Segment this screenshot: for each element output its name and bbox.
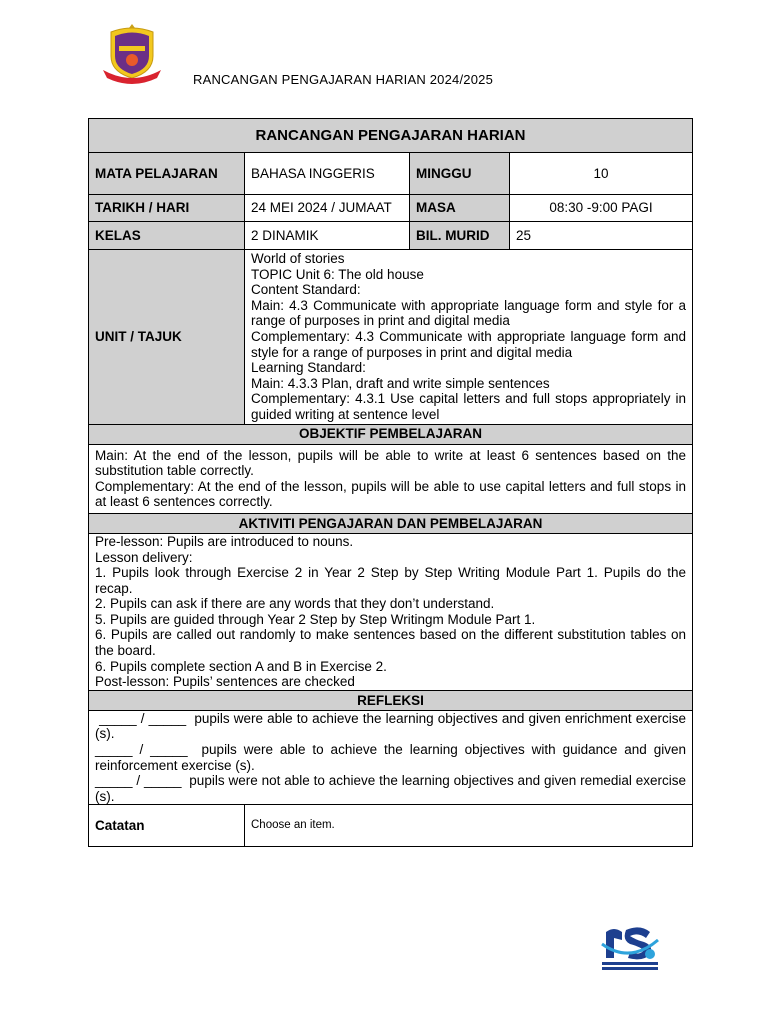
unit-line: World of stories (251, 251, 345, 266)
unit-line: Complementary: 4.3 Communicate with appropriate language form and style for a range of purposes in print and digital media (251, 328, 687, 360)
objektif-line: Complementary: At the end of the lesson, pupils will be able to use capital letters and full stops in at least 6 sentences correctly. (95, 478, 687, 510)
minggu-value: 10 (510, 153, 693, 195)
unit-line: Content Standard: (251, 282, 361, 298)
bil-murid-value: 25 (510, 222, 693, 250)
refleksi-header: REFLEKSI (89, 690, 693, 710)
refleksi-line: _____ / _____ pupils were able to achieve the learning objectives with guidance and given reinforcement exercise (s). (95, 742, 690, 773)
unit-line: Complementary: 4.3.1 Use capital letters and full stops appropriately in guided writing at sentence level (251, 391, 687, 422)
aktiviti-content (89, 533, 693, 690)
objektif-line: Main: At the end of the lesson, pupils will be able to write at least 6 sentences based on the substitution table correctly. (95, 447, 687, 479)
mata-pelajaran-label: MATA PELAJARAN (89, 153, 245, 195)
aktiviti-line: 6. Pupils complete section A and B in Exercise 2. (95, 658, 387, 674)
unit-line: Main: 4.3.3 Plan, draft and write simple sentences (251, 375, 550, 391)
aktiviti-header: AKTIVITI PENGAJARAN DAN PEMBELAJARAN (89, 513, 693, 533)
unit-content (245, 250, 693, 425)
kelas-label: KELAS (89, 222, 245, 250)
refleksi-line: _____ / _____ pupils were not able to achieve the learning objectives and given remedial exercise (s). (95, 773, 690, 804)
objektif-header: OBJEKTIF PEMBELAJARAN (89, 424, 693, 444)
catatan-dropdown[interactable]: Choose an item. (245, 805, 693, 847)
aktiviti-line: 5. Pupils are guided through Year 2 Step by Step Writingm Module Part 1. (95, 611, 536, 627)
tarikh-value: 24 MEI 2024 / JUMAAT (245, 195, 410, 222)
objektif-content (89, 444, 693, 513)
minggu-label: MINGGU (410, 153, 510, 195)
unit-line: TOPIC Unit 6: The old house (251, 266, 424, 282)
bil-murid-label: BIL. MURID (410, 222, 510, 250)
refleksi-content (89, 710, 693, 805)
aktiviti-line: Pre-lesson: Pupils are introduced to nouns. (95, 533, 354, 549)
education-department-logo-icon (600, 924, 660, 972)
aktiviti-line: 6. Pupils are called out randomly to make sentences based on the different substitution tables on the board. (95, 627, 687, 659)
kelas-value: 2 DINAMIK (245, 222, 410, 250)
masa-value: 08:30 -9:00 PAGI (510, 195, 693, 222)
tarikh-label: TARIKH / HARI (89, 195, 245, 222)
school-crest-icon (99, 20, 165, 86)
lesson-plan-table (88, 118, 693, 847)
refleksi-line: _____ / _____ pupils were able to achieve the learning objectives and given enrichment exercise (s). (95, 710, 690, 742)
catatan-label: Catatan (89, 805, 245, 847)
mata-pelajaran-value: BAHASA INGGERIS (245, 153, 410, 195)
masa-label: MASA (410, 195, 510, 222)
document-header-title: RANCANGAN PENGAJARAN HARIAN 2024/2025 (193, 72, 494, 87)
unit-line: Learning Standard: (251, 360, 366, 376)
unit-label: UNIT / TAJUK (89, 250, 245, 425)
aktiviti-line: 2. Pupils can ask if there are any words that they don’t understand. (95, 596, 495, 612)
aktiviti-line: Post-lesson: Pupils’ sentences are checked (95, 674, 355, 690)
form-title: RANCANGAN PENGAJARAN HARIAN (89, 119, 693, 153)
unit-line: Main: 4.3 Communicate with appropriate language form and style for a range of purposes in print and digital media (251, 297, 687, 329)
aktiviti-line: 1. Pupils look through Exercise 2 in Year 2 Step by Step Writing Module Part 1. Pupils do the recap. (95, 565, 687, 596)
aktiviti-line: Lesson delivery: (95, 549, 193, 565)
